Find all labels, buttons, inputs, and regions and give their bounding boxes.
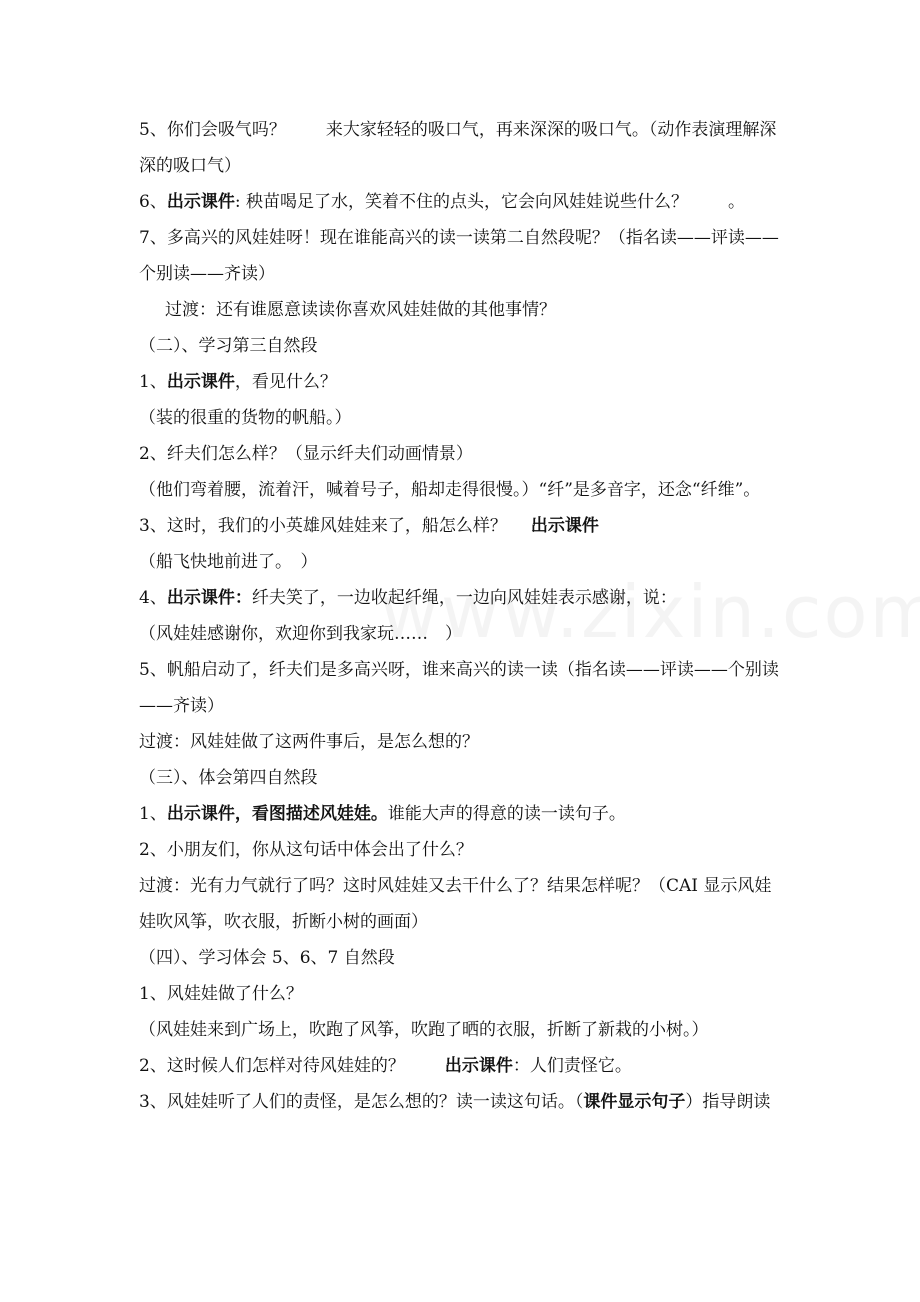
paragraph-7: 7、多高兴的风娃娃呀！现在谁能高兴的读一读第二自然段呢？（指名读——评读——个别读——齐读）: [139, 228, 779, 284]
courseware-label: 课件显示句子: [583, 1092, 686, 1112]
line-text: 3、这时，我们的小英雄风娃娃来了，船怎么样？: [139, 516, 507, 536]
step-4-2: [139, 1048, 784, 1084]
answer-1: （装的很重的货物的帆船。）: [139, 408, 352, 428]
line-text: 。: [727, 192, 745, 212]
transition-2: 过渡：风娃娃做了这两件事后，是怎么想的？: [139, 732, 479, 752]
section-heading-4: （四）、学习体会 5、6、7 自然段: [139, 948, 395, 968]
step-2: 2、纤夫们怎么样？（显示纤夫们动画情景）: [139, 444, 473, 464]
section-heading-2: （二）、学习第三自然段: [139, 336, 318, 356]
courseware-label: 出示课件: [530, 516, 599, 536]
line-text: 谁能大声的得意的读一读句子。: [387, 804, 626, 824]
courseware-label: 出示课件: [444, 1056, 513, 1076]
line-text: 纤夫笑了，一边收起纤绳，一边向风娃娃表示感谢，说：: [251, 588, 677, 608]
line-text: 1、: [139, 804, 167, 824]
line-text: 2、这时候人们怎样对待风娃娃的？: [139, 1056, 405, 1076]
step-4: [139, 580, 784, 616]
step-3-1: [139, 796, 784, 832]
answer-4-1: （风娃娃来到广场上，吹跑了风筝，吹跑了晒的衣服，折断了新栽的小树。）: [139, 1020, 709, 1040]
courseware-label: 出示课件，看图描述风娃娃。: [166, 804, 388, 824]
paragraph-6: [139, 184, 784, 220]
line-text: ，看见什么？: [234, 372, 337, 392]
answer-3: （船飞快地前进了。 ）: [139, 552, 318, 572]
courseware-label: 出示课件：: [166, 588, 252, 608]
answer-4: （风娃娃感谢你，欢迎你到我家玩…… ）: [139, 624, 462, 644]
line-text: 6、: [139, 192, 167, 212]
step-3-2: 2、小朋友们，你从这句话中体会出了什么？: [139, 840, 473, 860]
transition-1: 过渡：还有谁愿意读读你喜欢风娃娃做的其他事情？: [165, 300, 556, 320]
transition-3: 过渡：光有力气就行了吗？这时风娃娃又去干什么了？结果怎样呢？（CAI 显示风娃娃吹风筝，吹衣服，折断小树的画面）: [139, 876, 772, 932]
answer-2: （他们弯着腰，流着汗，喊着号子，船却走得很慢。）“纤”是多音字，还念“纤维”。: [139, 480, 761, 500]
line-text: 来大家轻轻的吸口气，再来深深的吸口气。（动作表演理解深深的吸口气）: [139, 120, 777, 176]
courseware-label: 出示课件: [166, 372, 235, 392]
step-4-1: 1、风娃娃做了什么？: [139, 984, 303, 1004]
line-text: 3、风娃娃听了人们的责怪，是怎么想的？读一读这句话。（: [139, 1092, 584, 1112]
line-text: ）指导朗读: [685, 1092, 771, 1112]
paragraph-5: [139, 112, 784, 184]
line-text: : 秧苗喝足了水，笑着不住的点头，它会向风娃娃说些什么？: [234, 192, 688, 212]
section-heading-3: （三）、体会第四自然段: [139, 768, 318, 788]
document-body: [139, 112, 784, 1120]
step-5: 5、帆船启动了，纤夫们是多高兴呀，谁来高兴的读一读（指名读——评读——个别读——齐读）: [139, 660, 779, 716]
line-text: 4、: [139, 588, 167, 608]
step-1: [139, 364, 784, 400]
courseware-label: 出示课件: [166, 192, 235, 212]
step-3: [139, 508, 784, 544]
line-text: 1、: [139, 372, 167, 392]
step-4-3: [139, 1084, 784, 1120]
line-text: ：人们责怪它。: [512, 1056, 632, 1076]
line-text: 5、你们会吸气吗？: [139, 120, 286, 140]
